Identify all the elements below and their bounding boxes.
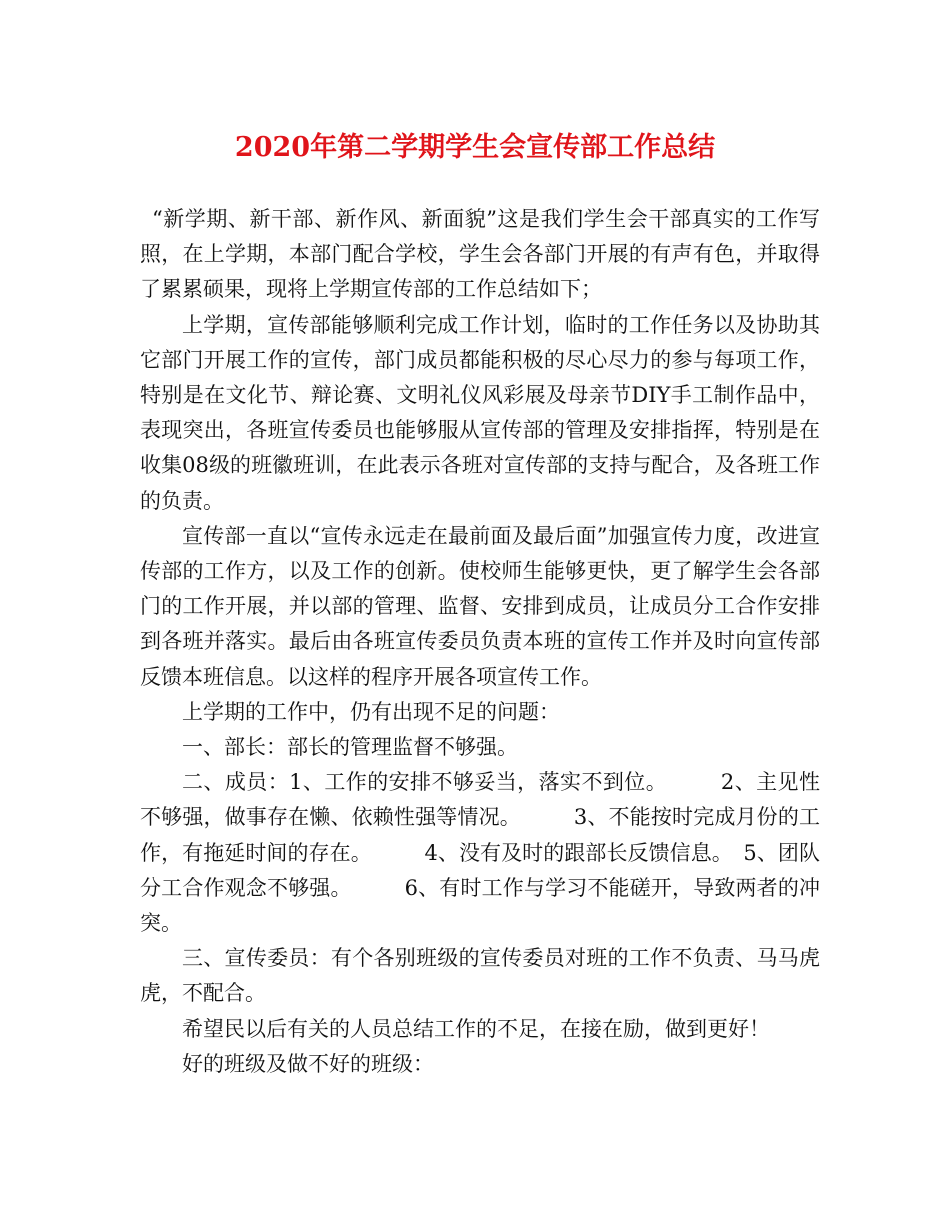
paragraph-minister-issue: 一、部长：部长的管理监督不够强。 (182, 735, 518, 760)
paragraph-committee-issue: 三、宣传委员：有个各别班级的宣传委员对班的工作不负责、马马虎虎，不配合。 (140, 946, 820, 1006)
paragraph-classes: 好的班级及做不好的班级： (182, 1051, 434, 1076)
paragraph-shortcomings-intro: 上学期的工作中，仍有出现不足的问题： (182, 699, 560, 724)
paragraph-member-issues: 二、成员：1、工作的安排不够妥当，落实不到位。 2、主见性不够强，做事存在懒、依赖性强等情况。 3、不能按时完成月份的工作，有拖延时间的存在。 4、没有及时的跟部长反馈信息。 5、团队分工合作观念不够强。 6、有时工作与学习不能磋开，导致两者的冲突。 (140, 770, 820, 936)
document-body (140, 202, 820, 1082)
paragraph-work-summary: 上学期，宣传部能够顺利完成工作计划，临时的工作任务以及协助其它部门开展工作的宣传，部门成员都能积极的尽心尽力的参与每项工作，特别是在文化节、辩论赛、文明礼仪风彩展及母亲节DIY手工制作品中，表现突出，各班宣传委员也能够服从宣传部的管理及安排指挥，特别是在收集08级的班徽班训，在此表示各班对宣传部的支持与配合，及各班工作的负责。 (140, 312, 820, 513)
paragraph-hope: 希望民以后有关的人员总结工作的不足，在接在励，做到更好！ (182, 1016, 770, 1041)
paragraph-work-method: 宣传部一直以“宣传永远走在最前面及最后面”加强宣传力度，改进宣传部的工作方，以及工作的创新。使校师生能够更快，更了解学生会各部门的工作开展，并以部的管理、监督、安排到成员，让成员分工合作安排到各班并落实。最后由各班宣传委员负责本班的宣传工作并及时向宣传部反馈本班信息。以这样的程序开展各项宣传工作。 (140, 523, 820, 689)
document-title: 2020年第二学期学生会宣传部工作总结 (234, 132, 716, 163)
paragraph-intro: “新学期、新干部、新作风、新面貌”这是我们学生会干部真实的工作写照，在上学期，本部门配合学校，学生会各部门开展的有声有色，并取得了累累硕果，现将上学期宣传部的工作总结如下； (140, 207, 820, 302)
